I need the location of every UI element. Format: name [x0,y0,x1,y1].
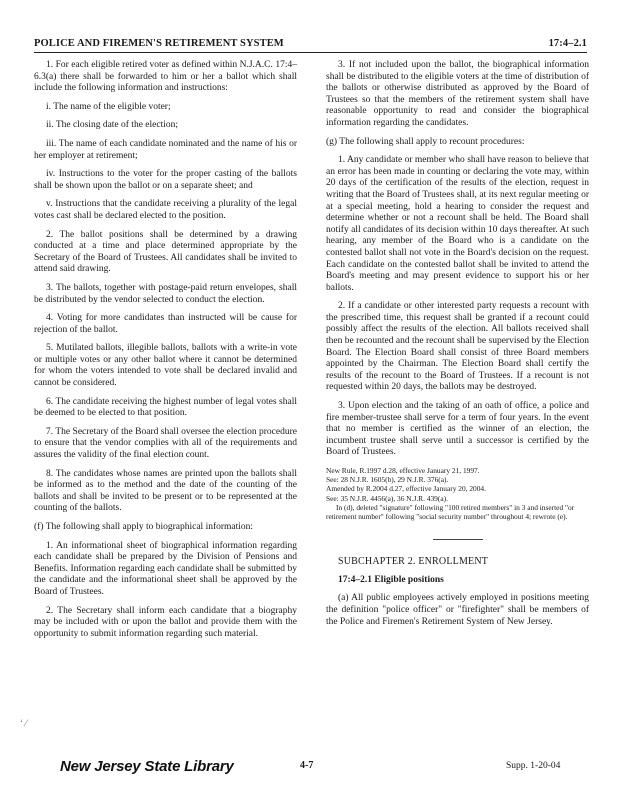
paragraph: 7. The Secretary of the Board shall oversee the election procedure to ensure that the vendor complies with all of the requirements and assures the validity of the final election count. [34,426,297,461]
margin-mark: ‘ ⁄ [20,718,27,728]
paragraph: iv. Instructions to the voter for the proper casting of the ballots shall be shown upon the ballot or on a separate sheet; and [34,169,297,191]
header-rule [34,52,587,53]
paragraph: iii. The name of each candidate nominated and the name of his or her employer at retirement; [34,138,297,161]
library-stamp: New Jersey State Library [60,758,234,775]
section-title: 17:4–2.1 Eligible positions [338,574,444,585]
paragraph: 1. An informational sheet of biographical information regarding each candidate shall be prepared by the Division of Pensions and Benefits. Information regarding each candidate shall be submitted by the candidate and the informational sheet shall be approved by the Board of Trustees. [34,540,297,597]
history-line: Amended by R.2004 d.27, effective January 20, 2004. [326,484,486,494]
paragraph: (g) The following shall apply to recount procedures: [326,136,525,147]
supplement-date: Supp. 1-20-04 [506,761,561,771]
subchapter-heading: SUBCHAPTER 2. ENROLLMENT [338,556,489,568]
paragraph: 2. The ballot positions shall be determined by a drawing conducted at a time and place determined appropriate by the Secretary of the Board of Trustees. All candidates shall be invited to attend said drawing. [34,229,297,275]
paragraph: ii. The closing date of the election; [46,120,178,131]
running-header [34,38,587,52]
paragraph: 2. If a candidate or other interested party requests a recount with the prescribed time, this request shall be granted if a recount could possibly affect the results of the election. All ballots received shall then be recounted and the recount shall be supervised by the Election Board. The Election Board shall consist of three Board members appointed by the Chairman. The Election Board shall certify the results of the recount to the Board of Trustees. If a recount is not requested within 20 days, the ballots may be destroyed. [326,301,590,393]
paragraph: 5. Mutilated ballots, illegible ballots, ballots with a write-in vote or multiple votes or any other ballot where it cannot be determined for whom the voters intended to vote shall be declared invalid and cannot be considered. [34,343,297,389]
section-divider [433,539,483,540]
left-column [34,60,297,647]
header-section: 17:4–2.1 [548,38,587,49]
right-column [326,60,589,635]
paragraph: v. Instructions that the candidate receiving a plurality of the legal votes cast shall be declared elected to the position. [34,199,297,221]
history-line: See: 28 N.J.R. 1605(b), 29 N.J.R. 376(a). [326,475,449,485]
history-line: In (d), deleted "signature" following "100 retired members" in 3 and inserted "or retirement number" following "social security number" throughout 4; rewrote (e). [326,502,575,522]
paragraph: 3. Upon election and the taking of an oath of office, a police and fire member-trustee shall serve for a term of four years. In the event that no member is certified as the winner of an election, the incumbent trustee shall serve until a successor is certified by the Board of Trustees. [326,401,589,458]
paragraph: 1. For each eligible retired voter as defined within N.J.A.C. 17:4–6.3(a) there shall be forwarded to him or her a ballot which shall include the following information and instructions: [34,60,297,94]
paragraph: (a) All public employees actively employed in positions meeting the definition "police officer" or "firefighter" shall be members of the Police and Firemen's Retirement System of New Jersey. [326,593,589,627]
history-line: See: 35 N.J.R. 4456(a), 36 N.J.R. 439(a). [326,493,448,503]
paragraph: 8. The candidates whose names are printed upon the ballots shall be informed as to the method and the date of the counting of the ballots and shall be invited to be present or to be represented at the counting of the ballots. [34,468,297,514]
history-line: New Rule, R.1997 d.28, effective January 21, 1997. [326,466,480,475]
paragraph: 2. The Secretary shall inform each candidate that a biography may be included with or upon the ballot and provide them with the opportunity to submit information regarding such material. [34,605,297,639]
paragraph: 3. The ballots, together with postage-paid return envelopes, shall be distributed by the vendor selected to conduct the election. [34,282,297,305]
page-number: 4-7 [300,760,314,771]
paragraph: i. The name of the eligible voter; [46,101,171,112]
header-title: POLICE AND FIREMEN'S RETIREMENT SYSTEM [34,38,284,49]
paragraph: 4. Voting for more candidates than instructed will be cause for rejection of the ballot. [34,313,297,335]
paragraph: 3. If not included upon the ballot, the biographical information shall be distributed to the eligible voters at the time of distribution of the ballots or otherwise distributed as approved by the Board of Trustees so that the members of the retirement system shall have reasonable opportunity to read and consider the biographical information regarding the candidates. [326,60,589,128]
paragraph: (f) The following shall apply to biographical information: [34,522,254,532]
history-notes [326,466,589,521]
paragraph: 6. The candidate receiving the highest number of legal votes shall be deemed to be elected to that position. [34,396,297,419]
paragraph: 1. Any candidate or member who shall have reason to believe that an error has been made in counting or declaring the vote may, within 20 days of the certification of the results of the election, request in writing that the Board of Trustees shall, at its next regular meeting or at a special meeting, hold a hearing to consider the request and determine whether or not a recount shall be held. The Board shall notify all candidates of its decision within 10 days thereafter. At such hearing, any member of the Board who is a candidate on the contested ballot shall not vote in the Board's decision on the request. Each candidate on the contested ballot shall be invited to attend the Board's meeting and may present evidence to support his or her ballots. [326,155,589,293]
